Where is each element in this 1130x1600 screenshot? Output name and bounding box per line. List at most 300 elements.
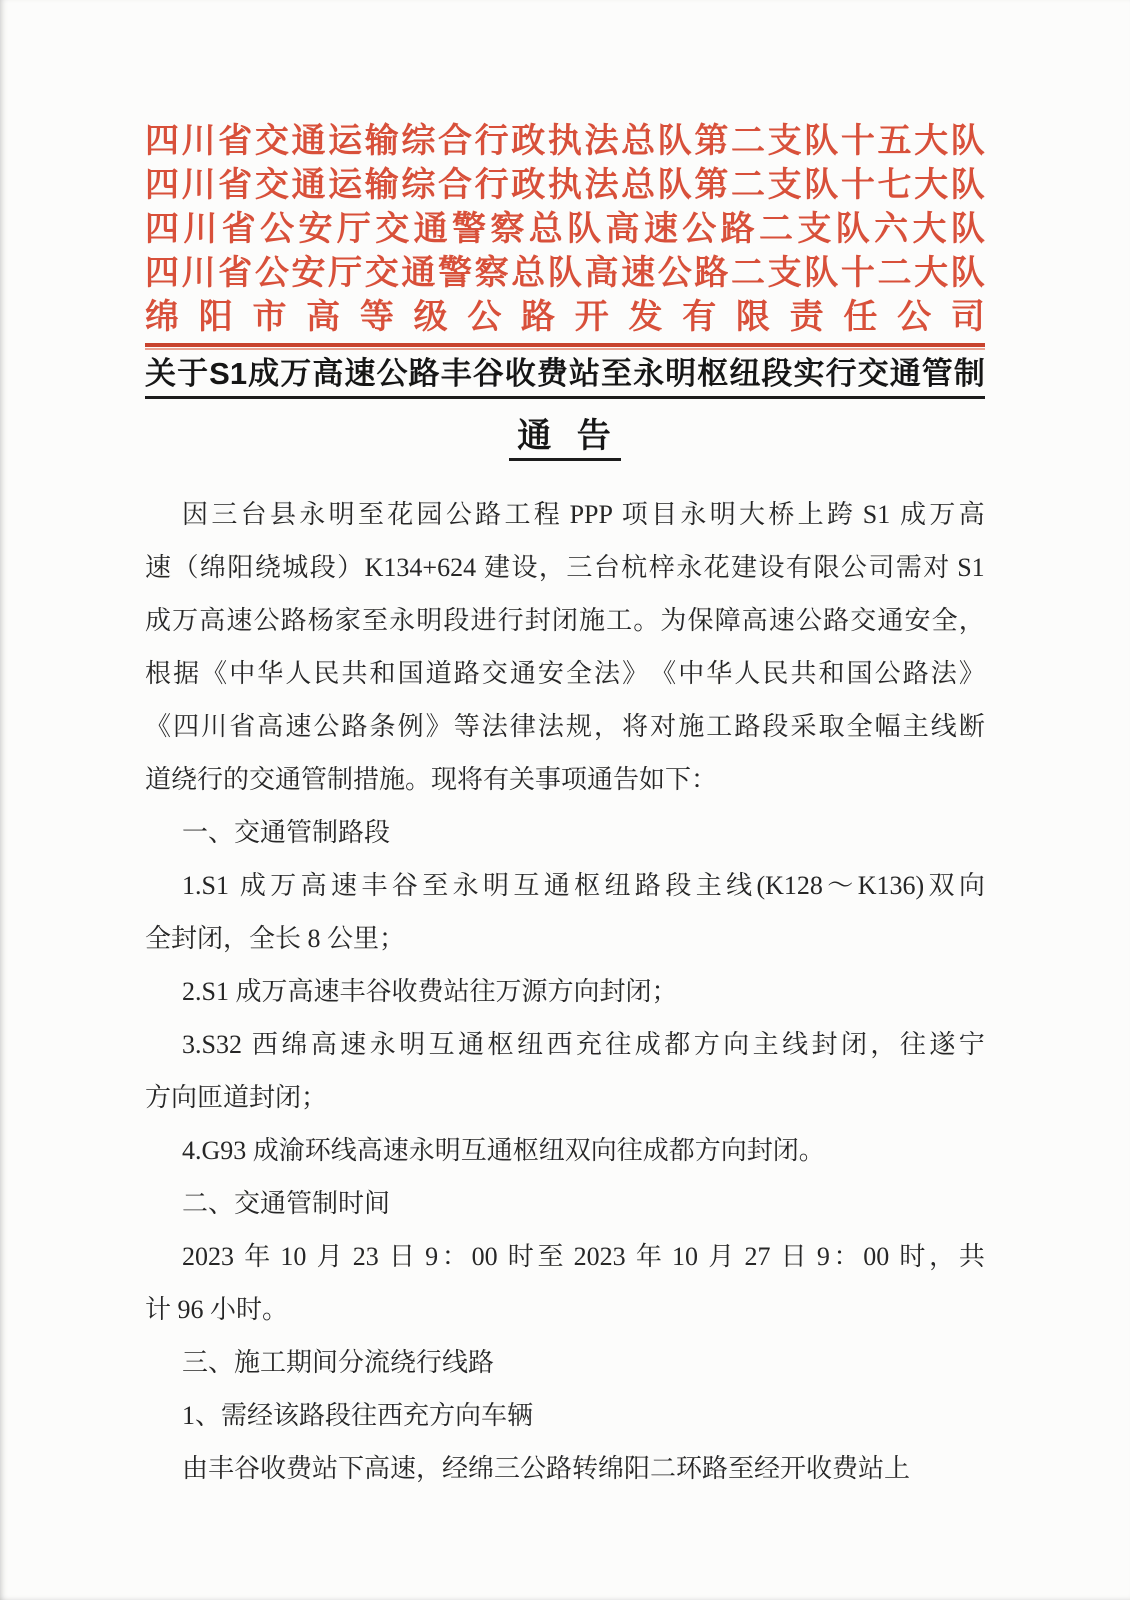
text-unit: 线 xyxy=(930,712,957,741)
text-unit: 速 xyxy=(340,1030,367,1059)
body-line xyxy=(145,594,985,647)
text-unit: 队 xyxy=(657,123,692,160)
text-unit: 》 xyxy=(622,659,649,688)
text-unit: 3.S32 xyxy=(182,1030,249,1059)
text-unit: 目 xyxy=(651,500,678,529)
text-unit: 路 xyxy=(521,299,556,336)
text-unit: 中 xyxy=(229,659,256,688)
text-unit: 人 xyxy=(734,659,761,688)
text-unit: 建 xyxy=(484,553,511,582)
text-unit: 速 xyxy=(226,606,253,635)
text-unit: 阳 xyxy=(198,299,233,336)
body-line: 方向匝道封闭； xyxy=(145,1083,328,1112)
text-unit: 月 xyxy=(708,1242,735,1271)
text-unit: 十 xyxy=(840,255,875,292)
text-unit: 工 xyxy=(706,712,733,741)
text-unit: 支 xyxy=(797,211,832,248)
text-unit: 将 xyxy=(622,712,649,741)
text-unit: 成 xyxy=(634,1030,661,1059)
text-unit: 二 xyxy=(731,167,765,204)
text-unit: 总 xyxy=(621,123,656,160)
text-unit: 察 xyxy=(474,255,509,292)
text-unit: 工 xyxy=(606,606,633,635)
notice-subtitle: 通 告 xyxy=(509,415,620,461)
text-unit: 综 xyxy=(401,123,436,160)
text-unit: 通 xyxy=(291,123,326,160)
text-unit: 设 xyxy=(758,553,785,582)
text-unit: 高 xyxy=(199,606,226,635)
text-unit: PPP xyxy=(563,500,619,529)
text-unit: 司 xyxy=(868,553,895,582)
text-unit: 公 xyxy=(874,659,901,688)
text-unit: 察 xyxy=(490,211,525,248)
text-unit: 例 xyxy=(397,712,424,741)
text-unit: 管 xyxy=(921,356,953,391)
text-unit: 闭 xyxy=(551,606,578,635)
text-unit: 公 xyxy=(313,712,340,741)
text-unit: 队 xyxy=(804,255,839,292)
text-unit: 路 xyxy=(475,500,502,529)
text-unit: 主 xyxy=(695,871,722,900)
text-unit: 公 xyxy=(260,211,295,248)
text-unit: 行 xyxy=(825,356,857,391)
text-unit: 律 xyxy=(509,712,536,741)
text-unit: 永 xyxy=(676,553,703,582)
text-unit: 因 xyxy=(182,500,209,529)
text-unit: 有 xyxy=(786,553,813,582)
text-unit: ， xyxy=(929,1242,956,1271)
text-unit: 日 xyxy=(780,1242,807,1271)
text-unit: 县 xyxy=(269,500,296,529)
text-unit: 公 xyxy=(682,211,717,248)
text-unit: 队 xyxy=(950,211,985,248)
body-line xyxy=(145,1230,985,1283)
body-line: 二、交通管制时间 xyxy=(182,1189,391,1218)
text-unit: 速 xyxy=(145,553,172,582)
text-unit: 公 xyxy=(253,606,280,635)
text-unit: 路 xyxy=(694,255,729,292)
text-unit: 对 xyxy=(923,553,950,582)
text-unit: 省 xyxy=(218,255,253,292)
text-unit: 政 xyxy=(511,167,546,204)
text-unit: 大 xyxy=(914,167,949,204)
text-unit: 三 xyxy=(211,500,238,529)
text-unit: 明 xyxy=(709,500,736,529)
text-unit: 通 xyxy=(877,606,904,635)
text-unit: 共 xyxy=(958,1242,985,1271)
text-unit: 执 xyxy=(547,167,582,204)
text-unit: 安 xyxy=(291,255,326,292)
text-unit: 国 xyxy=(397,659,424,688)
text-unit: 台 xyxy=(240,500,267,529)
text-unit: 闭 xyxy=(840,1030,867,1059)
text-unit: 法 xyxy=(537,712,564,741)
text-unit: 条 xyxy=(369,712,396,741)
text-unit: 公 xyxy=(657,255,692,292)
text-unit: 法 xyxy=(594,659,621,688)
text-unit: 西 xyxy=(546,1030,573,1059)
text-unit: 至 xyxy=(537,1242,564,1271)
text-unit: 往 xyxy=(899,1030,926,1059)
text-unit: 根 xyxy=(145,659,172,688)
text-unit: 速 xyxy=(344,356,376,391)
text-unit: 丰 xyxy=(440,356,472,391)
text-unit: 跨 xyxy=(826,500,853,529)
text-unit: 遂 xyxy=(929,1030,956,1059)
text-unit: 桥 xyxy=(768,500,795,529)
text-unit: 川 xyxy=(181,123,216,160)
text-unit: 段 xyxy=(762,712,789,741)
text-unit: 月 xyxy=(316,1242,343,1271)
text-unit: 队 xyxy=(567,211,602,248)
text-unit: 明 xyxy=(328,500,355,529)
text-unit: 交 xyxy=(857,356,889,391)
text-unit: S1 xyxy=(209,356,248,391)
text-unit: 00 xyxy=(863,1242,896,1271)
text-unit: 限 xyxy=(813,553,840,582)
text-unit: 27 xyxy=(737,1242,777,1271)
text-unit: 需 xyxy=(895,553,922,582)
text-unit: 线 xyxy=(782,1030,809,1059)
text-unit: 公 xyxy=(897,299,932,336)
text-unit: K136) xyxy=(857,871,925,900)
text-unit: 路 xyxy=(823,606,850,635)
text-unit: 段 xyxy=(443,606,470,635)
text-unit: 速 xyxy=(621,255,656,292)
text-unit: 公 xyxy=(376,356,408,391)
text-unit: 纽 xyxy=(729,356,761,391)
text-unit: 大 xyxy=(914,123,949,160)
text-unit: 》 xyxy=(425,712,452,741)
text-unit: ， xyxy=(594,712,621,741)
text-unit: 谷 xyxy=(391,871,418,900)
text-unit: 通 xyxy=(458,1030,485,1059)
text-unit: 进 xyxy=(470,606,497,635)
text-unit: 障 xyxy=(714,606,741,635)
text-unit: 都 xyxy=(664,1030,691,1059)
text-unit: 高 xyxy=(306,299,341,336)
text-unit: 二 xyxy=(759,211,793,248)
text-unit: 支 xyxy=(767,123,802,160)
text-unit: 交 xyxy=(850,606,877,635)
text-unit: 公 xyxy=(840,553,867,582)
text-unit: 速 xyxy=(285,712,312,741)
text-unit: 《 xyxy=(201,659,228,688)
text-unit: 输 xyxy=(364,123,399,160)
text-unit: 有 xyxy=(682,299,717,336)
text-unit: 大 xyxy=(914,255,949,292)
text-unit: 花 xyxy=(703,553,730,582)
text-unit: 收 xyxy=(504,356,536,391)
text-unit: 华 xyxy=(257,659,284,688)
text-unit: 四 xyxy=(173,712,200,741)
text-unit: 安 xyxy=(904,606,931,635)
text-unit: 安 xyxy=(298,211,333,248)
text-unit: 封 xyxy=(524,606,551,635)
text-unit: 往 xyxy=(605,1030,632,1059)
text-unit: 日 xyxy=(388,1242,415,1271)
text-unit: ： xyxy=(833,1242,860,1271)
text-unit: 国 xyxy=(846,659,873,688)
body-line: 三、施工期间分流绕行线路 xyxy=(182,1348,495,1377)
text-unit: 永 xyxy=(680,500,707,529)
text-unit: 民 xyxy=(762,659,789,688)
text-unit: 速 xyxy=(768,606,795,635)
text-unit: 高 xyxy=(584,255,619,292)
body-line xyxy=(145,488,985,541)
text-unit: 路 xyxy=(341,712,368,741)
text-unit: 时 xyxy=(899,1242,926,1271)
body-line xyxy=(145,541,985,594)
body-line: 一、交通管制路段 xyxy=(182,818,391,847)
text-unit: 法 xyxy=(481,712,508,741)
text-unit: 城 xyxy=(282,553,309,582)
text-unit: 程 xyxy=(533,500,560,529)
text-unit: 据 xyxy=(173,659,200,688)
agency-line xyxy=(145,164,985,208)
text-unit: 二 xyxy=(877,255,912,292)
text-unit: 站 xyxy=(568,356,600,391)
text-unit: 道 xyxy=(425,659,452,688)
text-unit: 队 xyxy=(835,211,870,248)
text-unit: 川 xyxy=(181,255,216,292)
text-unit: 路 xyxy=(408,356,440,391)
text-unit: 对 xyxy=(650,712,677,741)
agency-line xyxy=(145,120,985,164)
text-unit: 至 xyxy=(357,500,384,529)
text-unit: 等 xyxy=(359,299,394,336)
text-unit: 至 xyxy=(601,356,633,391)
text-unit: 政 xyxy=(511,123,546,160)
text-unit: 2023 xyxy=(567,1242,633,1271)
text-unit: 四 xyxy=(145,255,179,292)
text-unit: 互 xyxy=(428,1030,455,1059)
text-unit: 公 xyxy=(467,299,502,336)
text-unit: 主 xyxy=(902,712,929,741)
text-unit: 支 xyxy=(767,167,802,204)
text-unit: 厅 xyxy=(328,255,363,292)
text-unit: 法 xyxy=(584,123,619,160)
text-unit: 至 xyxy=(422,871,449,900)
text-unit: 五 xyxy=(877,123,912,160)
text-unit: 万 xyxy=(280,356,312,391)
text-unit: 通 xyxy=(291,167,326,204)
text-unit: 规 xyxy=(565,712,592,741)
text-unit: ， xyxy=(538,553,565,582)
text-unit: 高 xyxy=(310,1030,337,1059)
body-line: 1、需经该路段往西充方向车辆 xyxy=(182,1401,534,1430)
text-unit: 费 xyxy=(536,356,568,391)
text-unit: S1 xyxy=(856,500,897,529)
notice-body xyxy=(145,488,985,1495)
text-unit: 执 xyxy=(547,123,582,160)
text-unit: 丰 xyxy=(361,871,388,900)
text-unit: 公 xyxy=(445,500,472,529)
text-unit: 四 xyxy=(145,211,179,248)
text-unit: 段 xyxy=(665,871,692,900)
text-unit: 高 xyxy=(605,211,640,248)
text-unit: 全 xyxy=(931,606,958,635)
text-unit: 上 xyxy=(797,500,824,529)
text-unit: 23 xyxy=(346,1242,386,1271)
text-unit: 年 xyxy=(244,1242,271,1271)
text-unit: （ xyxy=(172,553,199,582)
text-unit: 项 xyxy=(621,500,648,529)
text-unit: 家 xyxy=(334,606,361,635)
text-unit: 保 xyxy=(687,606,714,635)
text-unit: 方 xyxy=(693,1030,720,1059)
body-line: 2.S1 成万高速丰谷收费站往万源方向封闭； xyxy=(182,977,678,1006)
text-unit: 合 xyxy=(438,167,472,204)
body-line xyxy=(145,1018,985,1071)
text-unit: 向 xyxy=(723,1030,750,1059)
text-unit: 成 xyxy=(145,606,172,635)
agency-line xyxy=(145,208,985,252)
text-unit: 成 xyxy=(900,500,927,529)
text-unit: 行 xyxy=(497,606,524,635)
text-unit: 至 xyxy=(362,606,389,635)
text-unit: 交 xyxy=(254,123,289,160)
text-unit: 厅 xyxy=(336,211,371,248)
text-unit: 公 xyxy=(796,606,823,635)
text-unit: 高 xyxy=(312,356,344,391)
text-unit: 综 xyxy=(401,167,436,204)
text-unit: 运 xyxy=(328,123,363,160)
text-unit: 第 xyxy=(694,123,729,160)
text-unit: 队 xyxy=(804,123,839,160)
text-unit: 三 xyxy=(566,553,593,582)
text-unit: 全 xyxy=(846,712,873,741)
text-unit: 绵 xyxy=(281,1030,308,1059)
text-unit: 《 xyxy=(145,712,172,741)
text-unit: ） xyxy=(337,553,364,582)
text-unit: 大 xyxy=(739,500,766,529)
text-unit: 十 xyxy=(840,123,875,160)
red-divider xyxy=(145,343,985,347)
text-unit: 速 xyxy=(643,211,678,248)
body-line xyxy=(145,700,985,753)
text-unit: 路 xyxy=(634,871,661,900)
text-unit: 输 xyxy=(364,167,399,204)
text-unit: 交 xyxy=(364,255,399,292)
text-unit: 川 xyxy=(181,167,216,204)
text-unit: 万 xyxy=(172,606,199,635)
text-unit: 总 xyxy=(621,167,656,204)
text-unit: 合 xyxy=(438,123,472,160)
text-unit: 交 xyxy=(375,211,410,248)
text-unit: 大 xyxy=(912,211,947,248)
text-unit: 明 xyxy=(665,356,697,391)
text-unit: 省 xyxy=(221,211,256,248)
text-unit: 司 xyxy=(950,299,985,336)
text-unit: 阳 xyxy=(227,553,254,582)
text-unit: 梓 xyxy=(648,553,675,582)
text-unit: 共 xyxy=(790,659,817,688)
text-unit: 枢 xyxy=(487,1030,514,1059)
text-unit: 2023 xyxy=(182,1242,241,1271)
text-unit: 明 xyxy=(399,1030,426,1059)
text-unit: 民 xyxy=(313,659,340,688)
text-unit: S1 xyxy=(950,553,985,582)
text-unit: 行 xyxy=(474,123,509,160)
text-unit: 发 xyxy=(628,299,663,336)
text-unit: 通 xyxy=(413,211,448,248)
text-unit: 向 xyxy=(958,871,985,900)
text-unit: 。 xyxy=(633,606,660,635)
text-unit: 队 xyxy=(547,255,582,292)
text-unit: 于 xyxy=(177,356,209,391)
text-unit: 永 xyxy=(299,500,326,529)
text-unit: 9 xyxy=(418,1242,439,1271)
text-unit: 总 xyxy=(528,211,563,248)
text-unit: 支 xyxy=(767,255,802,292)
text-unit: 线 xyxy=(726,871,753,900)
text-unit: 速 xyxy=(331,871,358,900)
text-unit: 施 xyxy=(678,712,705,741)
text-unit: 运 xyxy=(328,167,363,204)
text-unit: 限 xyxy=(735,299,770,336)
text-unit: 路 xyxy=(453,659,480,688)
text-unit: 充 xyxy=(575,1030,602,1059)
text-unit: 封 xyxy=(811,1030,838,1059)
text-unit: 警 xyxy=(438,255,472,292)
text-unit: 纽 xyxy=(516,1030,543,1059)
text-unit: 西 xyxy=(251,1030,278,1059)
text-unit: 警 xyxy=(452,211,486,248)
text-unit: 通 xyxy=(509,659,536,688)
text-unit: 二 xyxy=(731,123,765,160)
text-unit: 工 xyxy=(504,500,531,529)
text-unit: 通 xyxy=(401,255,436,292)
text-unit: 制 xyxy=(953,356,985,391)
text-unit: 杨 xyxy=(307,606,334,635)
text-unit: 法 xyxy=(584,167,619,204)
text-unit: 开 xyxy=(574,299,609,336)
text-unit: ， xyxy=(870,1030,897,1059)
text-unit: 人 xyxy=(285,659,312,688)
text-unit: 路 xyxy=(280,606,307,635)
text-unit: 永 xyxy=(633,356,665,391)
agency-line xyxy=(145,296,985,340)
text-unit: 施 xyxy=(579,606,606,635)
text-unit: 四 xyxy=(145,123,179,160)
text-unit: 枢 xyxy=(697,356,729,391)
text-unit: 和 xyxy=(369,659,396,688)
body-line xyxy=(145,859,985,912)
text-unit: 行 xyxy=(474,167,509,204)
text-unit: 级 xyxy=(413,299,448,336)
text-unit: 队 xyxy=(804,167,839,204)
text-unit: 和 xyxy=(818,659,845,688)
text-unit: 1.S1 xyxy=(182,871,236,900)
text-unit: 》 xyxy=(958,659,985,688)
text-unit: 永 xyxy=(369,1030,396,1059)
text-unit: 时 xyxy=(507,1242,534,1271)
text-unit: 全 xyxy=(565,659,592,688)
text-unit: 六 xyxy=(874,211,909,248)
red-divider-shadow xyxy=(145,348,985,350)
text-unit: 明 xyxy=(482,871,509,900)
text-unit: 宁 xyxy=(958,1030,985,1059)
text-unit: 永 xyxy=(389,606,416,635)
text-unit: 园 xyxy=(416,500,443,529)
text-unit: 成 xyxy=(239,871,266,900)
text-unit: (K128 xyxy=(756,871,823,900)
text-unit: 00 xyxy=(471,1242,505,1271)
text-unit: 第 xyxy=(694,167,729,204)
text-unit: 任 xyxy=(843,299,878,336)
text-unit: 年 xyxy=(635,1242,662,1271)
